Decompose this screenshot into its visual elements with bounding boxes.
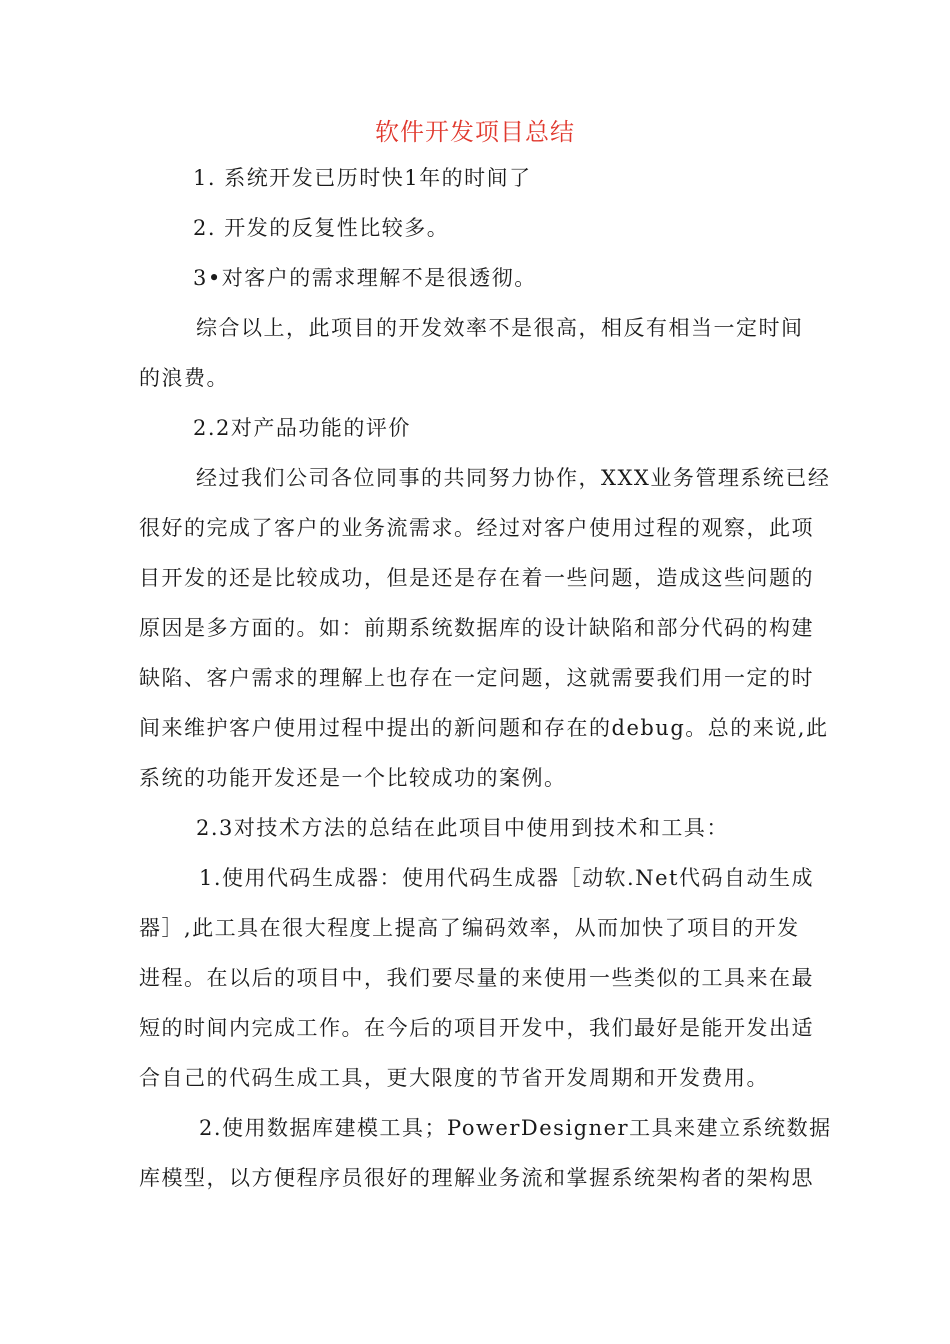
tool-item-1-line: 短的时间内完成工作。在今后的项目开发中，我们最好是能开发出适 — [139, 1016, 814, 1040]
summary-paragraph-line: 综合以上，此项目的开发效率不是很高，相反有相当一定时间 — [196, 316, 804, 340]
list-item-1: 1. 系统开发已历时快1年的时间了 — [193, 166, 532, 190]
tool-item-2-line: 库模型，以方便程序员很好的理解业务流和掌握系统架构者的架构思 — [139, 1166, 814, 1190]
list-item-3: 3•对客户的需求理解不是很透彻。 — [193, 266, 537, 290]
section-heading-2-3: 2.3对技术方法的总结在此项目中使用到技术和工具： — [196, 816, 729, 840]
tool-item-1-line: 1.使用代码生成器：使用代码生成器［动软.Net代码自动生成 — [199, 866, 814, 890]
section-heading-2-2: 2.2对产品功能的评价 — [193, 416, 411, 440]
evaluation-paragraph-line: 经过我们公司各位同事的共同努力协作，XXX业务管理系统已经 — [196, 466, 831, 490]
tool-item-1-line: 器］,此工具在很大程度上提高了编码效率，从而加快了项目的开发 — [139, 916, 800, 940]
evaluation-paragraph-line: 缺陷、客户需求的理解上也存在一定问题，这就需要我们用一定的时 — [139, 666, 814, 690]
evaluation-paragraph-line: 目开发的还是比较成功，但是还是存在着一些问题，造成这些问题的 — [139, 566, 814, 590]
evaluation-paragraph-line: 间来维护客户使用过程中提出的新问题和存在的debug。总的来说,此 — [139, 716, 829, 740]
summary-paragraph-line: 的浪费。 — [139, 366, 229, 390]
tool-item-1-line: 进程。在以后的项目中，我们要尽量的来使用一些类似的工具来在最 — [139, 966, 814, 990]
evaluation-paragraph-line: 系统的功能开发还是一个比较成功的案例。 — [139, 766, 567, 790]
evaluation-paragraph-line: 很好的完成了客户的业务流需求。经过对客户使用过程的观察，此项 — [139, 516, 814, 540]
tool-item-1-line: 合自己的代码生成工具，更大限度的节省开发周期和开发费用。 — [139, 1066, 769, 1090]
list-item-2: 2. 开发的反复性比较多。 — [193, 216, 450, 240]
evaluation-paragraph-line: 原因是多方面的。如：前期系统数据库的设计缺陷和部分代码的构建 — [139, 616, 814, 640]
document-title: 软件开发项目总结 — [375, 118, 575, 146]
tool-item-2-line: 2.使用数据库建模工具；PowerDesigner工具来建立系统数据 — [199, 1116, 832, 1140]
